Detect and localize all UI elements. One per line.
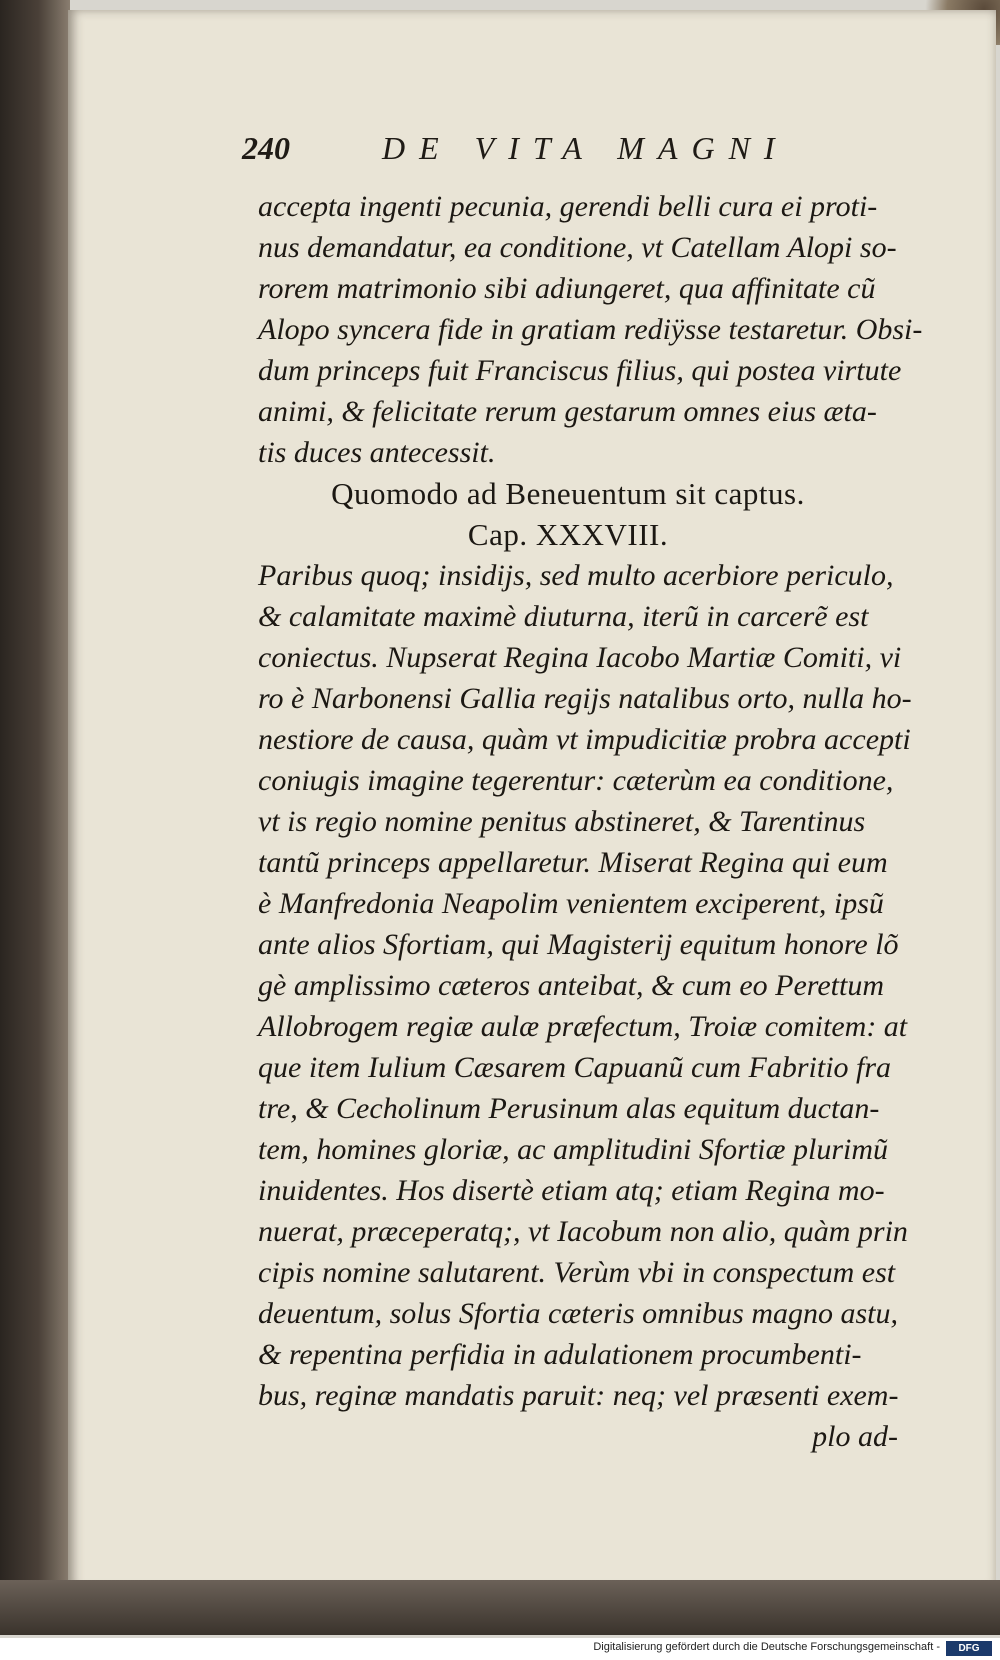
text-line: deuentum, solus Sfortia cæteris omnibus magno astu,: [258, 1297, 899, 1330]
text-line: ro è Narbonensi Gallia regijs natalibus orto, nulla ho-: [258, 682, 912, 715]
chapter-number: Cap. XXXVIII.: [467, 517, 669, 552]
text-line: tem, homines gloriæ, ac amplitudini Sfortiæ plurimũ: [258, 1133, 889, 1166]
text-line: inuidentes. Hos disertè etiam atq; etiam Regina mo-: [258, 1174, 885, 1207]
text-line: dum princeps fuit Franciscus filius, qui postea virtute: [258, 354, 902, 387]
text-line: cipis nomine salutarent. Verùm vbi in conspectum est: [258, 1256, 896, 1289]
text-line: accepta ingenti pecunia, gerendi belli cura ei proti-: [258, 190, 878, 223]
text-line: ante alios Sfortiam, qui Magisterij equitum honore lõ: [258, 928, 899, 961]
text-line: nuerat, præceperatq;, vt Iacobum non alio, quàm prin: [258, 1215, 908, 1248]
text-line: animi, & felicitate rerum gestarum omnes eius æta-: [258, 395, 877, 428]
page-header: [242, 130, 822, 174]
funding-credit: Digitalisierung gefördert durch die Deutsche Forschungsgemeinschaft -: [593, 1641, 940, 1653]
text-line: bus, reginæ mandatis paruit: neq; vel præsenti exem-: [258, 1379, 899, 1412]
text-line: tre, & Cecholinum Perusinum alas equitum ductan-: [258, 1092, 880, 1125]
running-title: DE VITA MAGNI: [382, 130, 789, 166]
body-text: [258, 186, 958, 1457]
text-line: è Manfredonia Neapolim venientem exciperent, ipsũ: [258, 887, 884, 920]
text-line: tis duces antecessit.: [258, 436, 496, 469]
chapter-heading: Quomodo ad Beneuentum sit captus.: [331, 476, 805, 511]
digitization-footer: [0, 1638, 1000, 1660]
page-bottom-shadow: [0, 1580, 1000, 1635]
text-line: que item Iulium Cæsarem Capuanũ cum Fabritio fra: [258, 1051, 892, 1084]
page-number: 240: [242, 130, 290, 166]
text-line: nestiore de causa, quàm vt impudicitiæ probra accepti: [258, 723, 911, 756]
text-line: vt is regio nomine penitus abstineret, & Tarentinus: [258, 805, 866, 838]
text-line: Alopo syncera fide in gratiam rediÿsse testaretur. Obsi-: [258, 313, 923, 346]
text-line: coniectus. Nupserat Regina Iacobo Martiæ Comiti, vi: [258, 641, 902, 674]
text-line: & calamitate maximè diuturna, iterũ in carcerẽ est: [258, 600, 869, 633]
text-line: Allobrogem regiæ aulæ præfectum, Troiæ comitem: at: [258, 1010, 908, 1043]
catchword: plo ad-: [812, 1420, 898, 1453]
book-gutter-edge: [0, 0, 70, 1630]
text-line: coniugis imagine tegerentur: cæterùm ea conditione,: [258, 764, 894, 797]
text-line: rorem matrimonio sibi adiungeret, qua affinitate cũ: [258, 272, 876, 305]
text-line: Paribus quoq; insidijs, sed multo acerbiore periculo,: [258, 559, 894, 592]
text-line: & repentina perfidia in adulationem procumbenti-: [258, 1338, 862, 1371]
text-line: nus demandatur, ea conditione, vt Catellam Alopi so-: [258, 231, 897, 264]
dfg-logo: DFG: [946, 1641, 992, 1656]
text-line: tantũ princeps appellaretur. Miserat Regina qui eum: [258, 846, 888, 879]
text-line: gè amplissimo cæteros anteibat, & cum eo Perettum: [258, 969, 885, 1002]
